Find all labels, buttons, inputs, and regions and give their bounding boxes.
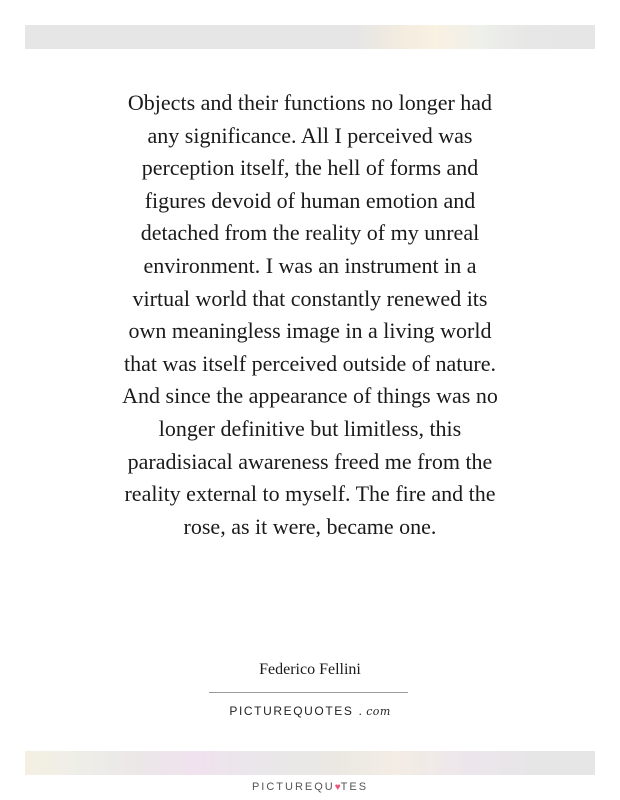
quote-text xyxy=(40,87,580,543)
quote-line: own meaningless image in a living world xyxy=(128,318,492,344)
watermark-domain: . com xyxy=(358,705,391,718)
logo-text-start: PICTUREQU xyxy=(251,781,335,793)
watermark-brand: PICTUREQUOTES xyxy=(229,704,354,718)
quote-line: perception itself, the hell of forms and xyxy=(141,155,479,181)
quote-line: reality external to myself. The fire and the xyxy=(124,481,496,507)
quote-line: virtual world that constantly renewed its xyxy=(132,285,488,311)
bottom-decorative-band xyxy=(25,751,595,775)
logo-text-end: TES xyxy=(340,781,369,793)
author-divider xyxy=(209,692,408,693)
quote-line: detached from the reality of my unreal xyxy=(140,220,480,246)
quote-line: longer definitive but limitless, this xyxy=(158,415,462,441)
picturequotes-logo xyxy=(0,781,620,793)
quote-author: Federico Fellini xyxy=(259,661,361,678)
picturequotes-watermark xyxy=(0,704,620,718)
quote-line: environment. I was an instrument in a xyxy=(143,252,477,278)
quote-line: rose, as it were, became one. xyxy=(183,513,437,539)
quote-line: figures devoid of human emotion and xyxy=(144,187,476,213)
quote-line: any significance. All I perceived was xyxy=(147,122,473,148)
quote-line: that was itself perceived outside of nature. xyxy=(123,350,497,376)
heart-icon: ♥ xyxy=(334,782,341,793)
top-decorative-band xyxy=(25,25,595,49)
quote-line: Objects and their functions no longer had xyxy=(127,90,493,115)
quote-line: paradisiacal awareness freed me from the xyxy=(127,448,493,474)
quote-line: And since the appearance of things was no xyxy=(122,383,498,409)
